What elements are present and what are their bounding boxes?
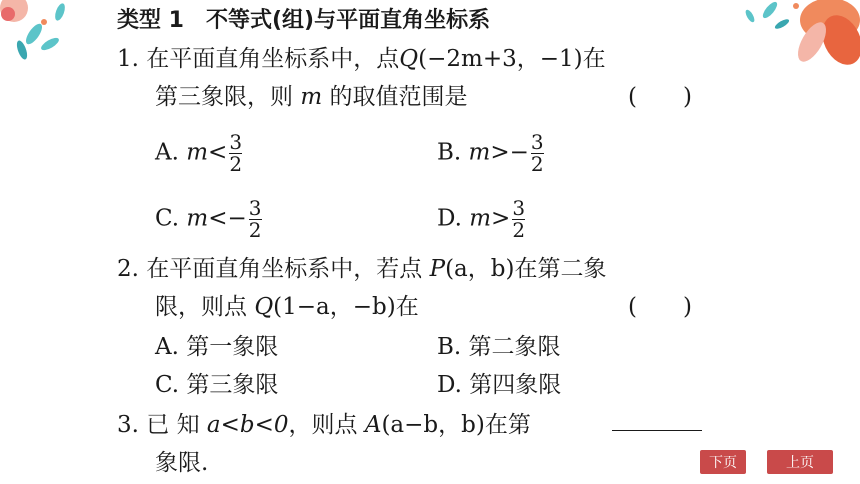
- q3-inequality: a<b<0: [206, 412, 289, 438]
- option-label: C.: [155, 205, 180, 232]
- q2-option-a[interactable]: A. 第一象限: [155, 334, 279, 360]
- q3-stem-text: ，则点: [288, 412, 358, 438]
- q2-point-label-2: Q: [254, 294, 274, 320]
- fraction: $\frac{3}{2}$: [530, 130, 544, 176]
- q2-stem-text: 限，则点: [155, 294, 247, 320]
- next-page-button[interactable]: 下页: [700, 450, 746, 474]
- q2-option-d[interactable]: D. 第四象限: [437, 372, 562, 398]
- option-expression: m<: [186, 139, 228, 166]
- q2-point-coords-2: (1−a，−b)在: [273, 294, 419, 320]
- q2-point-coords: (a，b)在第二象: [445, 256, 607, 282]
- option-expression: m>: [469, 205, 511, 232]
- option-label: D.: [437, 205, 462, 232]
- option-label: B.: [437, 139, 462, 166]
- q1-option-a[interactable]: [155, 132, 242, 175]
- q1-stem-prefix: 1. 在平面直角坐标系中，点: [117, 46, 400, 72]
- q1-line2: [155, 86, 467, 109]
- option-expression: m>−: [468, 139, 529, 166]
- q2-point-label: P: [429, 256, 446, 282]
- q1-stem-text: 第三象限，则: [155, 84, 293, 110]
- q1-point-coords: (−2m+3，−1)在: [418, 46, 606, 72]
- fraction: $\frac{3}{2}$: [229, 130, 243, 176]
- q2-line2: [155, 296, 419, 319]
- q2-option-c[interactable]: C. 第三象限: [155, 372, 279, 398]
- option-label: A.: [155, 139, 179, 166]
- fraction: $\frac{3}{2}$: [512, 196, 526, 242]
- section-heading: 类型 1 不等式(组)与平面直角坐标系: [117, 8, 491, 33]
- previous-page-button[interactable]: 上页: [767, 450, 833, 474]
- q3-line1: [117, 414, 531, 437]
- q1-answer-paren[interactable]: ( ): [628, 84, 692, 110]
- q1-option-d[interactable]: [437, 198, 525, 241]
- q3-stem-prefix: 3. 已 知: [117, 412, 200, 438]
- q3-line2: 象限.: [155, 450, 209, 476]
- q1-option-c[interactable]: [155, 198, 262, 241]
- option-expression: m<−: [186, 205, 247, 232]
- q2-line1: [117, 258, 606, 281]
- q1-option-b[interactable]: [437, 132, 544, 175]
- fraction: $\frac{3}{2}$: [248, 196, 262, 242]
- q2-stem-prefix: 2. 在平面直角坐标系中，若点: [117, 256, 423, 282]
- q1-line1: [117, 48, 606, 71]
- q3-point-label: A: [364, 412, 382, 438]
- q3-point-coords: (a−b，b)在第: [381, 412, 531, 438]
- q2-option-b[interactable]: B. 第二象限: [437, 334, 561, 360]
- q3-answer-blank[interactable]: [612, 430, 702, 431]
- q1-point-label: Q: [399, 46, 419, 72]
- q2-answer-paren[interactable]: ( ): [628, 294, 692, 320]
- q1-variable: m: [300, 84, 323, 110]
- q1-stem-text-end: 的取值范围是: [329, 84, 468, 110]
